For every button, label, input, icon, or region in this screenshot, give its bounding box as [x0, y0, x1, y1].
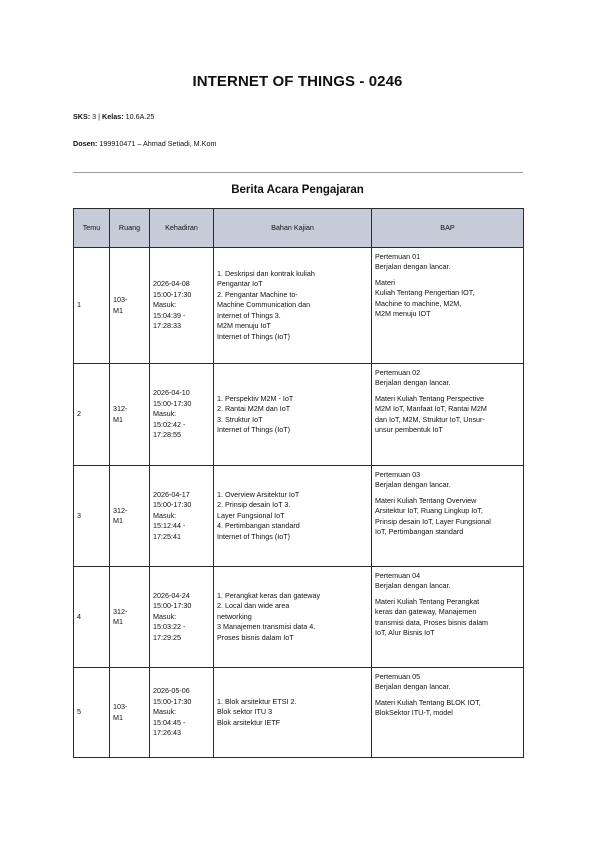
bahan-line: 2. Rantai M2M dan IoT — [217, 404, 291, 414]
bap-line: Prinsip desain IoT, Layer Fungsional — [375, 516, 491, 526]
bap-line: Materi Kuliah Tentang BLOK IOT, — [375, 697, 481, 707]
ruang-line: 103- — [113, 702, 128, 712]
bahan-line: Blok arsitektur IETF — [217, 717, 281, 727]
cell-ruang — [110, 466, 150, 567]
kelas-label: Kelas: — [102, 112, 124, 121]
bap-line: IoT, Alur Bisnis IoT — [375, 628, 435, 638]
cell-kehadiran — [150, 466, 214, 567]
bap-line: BlokSektor ITU-T, model — [375, 708, 453, 718]
bahan-line: 2. Local dan wide area — [217, 601, 290, 611]
table-header-row — [74, 209, 524, 248]
cell-kehadiran — [150, 248, 214, 364]
kehadiran-line: 2026-04-17 — [153, 489, 190, 499]
ruang-line: M1 — [113, 516, 123, 525]
kehadiran-line: 15:00-17:30 — [153, 500, 192, 510]
header-temu: Temu — [74, 209, 110, 248]
bap-line: Berjalan dengan lancar. — [375, 378, 451, 388]
dosen-value: 199910471 – Ahmad Setiadi, M.Kom — [97, 139, 217, 148]
bap-line: Pertemuan 03 — [375, 470, 421, 479]
kehadiran-line: 15:00-17:30 — [153, 696, 192, 706]
cell-temu: 2 — [74, 364, 110, 466]
cell-kehadiran — [150, 567, 214, 668]
bahan-line: 4. Pertimbangan standard — [217, 521, 300, 531]
kehadiran-line: Masuk: — [153, 409, 177, 419]
bap-line: Machine to machine, M2M, — [375, 298, 462, 308]
cell-bap — [372, 364, 524, 466]
bahan-line: 2. Prinsip desain IoT 3. — [217, 500, 291, 510]
class-info — [73, 112, 154, 121]
bahan-line: Internet of Things 3. — [217, 310, 281, 320]
bahan-line: Pengantar IoT — [217, 279, 263, 289]
kehadiran-line: Masuk: — [153, 300, 177, 310]
cell-bahan-kajian — [214, 248, 372, 364]
bap-line: Pertemuan 05 — [375, 672, 421, 681]
kehadiran-line: 15:04:45 - — [153, 717, 186, 727]
kehadiran-line: 17:29:25 — [153, 632, 181, 642]
divider — [73, 172, 523, 173]
ruang-line: M1 — [113, 414, 123, 424]
cell-bahan-kajian — [214, 364, 372, 466]
sks-label: SKS: — [73, 112, 91, 121]
bap-line: Pertemuan 02 — [375, 368, 421, 377]
sks-value: 3 | — [90, 112, 103, 121]
kehadiran-line: 15:00-17:30 — [153, 601, 192, 611]
bap-line: Materi — [375, 277, 395, 287]
cell-bahan-kajian — [214, 466, 372, 567]
cell-ruang — [110, 567, 150, 668]
kehadiran-line: 17:25:41 — [153, 531, 181, 541]
bap-line: Materi Kuliah Tentang Perangkat — [375, 596, 480, 606]
cell-bap — [372, 567, 524, 668]
kehadiran-line: 15:02:42 - — [153, 419, 186, 429]
table-row — [74, 567, 524, 668]
cell-ruang — [110, 668, 150, 758]
lecturer-info — [73, 139, 216, 148]
cell-temu: 4 — [74, 567, 110, 668]
bahan-line: 3. Struktur IoT — [217, 414, 263, 424]
bahan-line: 1. Blok arsitektur ETSI 2. — [217, 696, 297, 706]
cell-bap — [372, 466, 524, 567]
ruang-line: 312- — [113, 505, 128, 515]
cell-temu: 1 — [74, 248, 110, 364]
ruang-line: M1 — [113, 712, 123, 722]
bap-line: M2M menuju IOT — [375, 309, 431, 319]
bap-line: Berjalan dengan lancar. — [375, 682, 451, 692]
bahan-line: 2. Pengantar Machine to- — [217, 289, 298, 299]
bahan-line: networking — [217, 611, 252, 621]
header-bap: BAP — [372, 209, 524, 248]
kehadiran-line: 2026-04-08 — [153, 279, 190, 289]
bap-line: Arsitektur IoT, Ruang Lingkup IoT, — [375, 506, 483, 516]
bap-line: transmisi data, Proses bisnis dalam — [375, 617, 489, 627]
bap-line: Materi Kuliah Tentang Perspective — [375, 393, 484, 403]
bap-line: dan IoT, M2M, Struktur IoT, Unsur- — [375, 414, 485, 424]
bap-line: unsur pembentuk IoT — [375, 425, 443, 435]
kehadiran-line: 15:04:39 - — [153, 310, 186, 320]
page-title: INTERNET OF THINGS - 0246 — [192, 73, 403, 90]
kehadiran-line: 2026-05-06 — [153, 686, 190, 696]
table-row — [74, 248, 524, 364]
bap-line: M2M IoT, Manfaat IoT, Rantai M2M — [375, 404, 487, 414]
bahan-line: 3 Manajemen transmisi data 4. — [217, 622, 316, 632]
bap-line: Berjalan dengan lancar. — [375, 480, 451, 490]
kehadiran-line: 15:12:44 - — [153, 521, 186, 531]
bap-line: Pertemuan 04 — [375, 571, 421, 580]
bahan-line: 1. Perspektiv M2M - IoT — [217, 393, 294, 403]
bap-line: Pertemuan 01 — [375, 252, 421, 261]
header-ruang: Ruang — [110, 209, 150, 248]
cell-temu: 3 — [74, 466, 110, 567]
kehadiran-line: 2026-04-24 — [153, 590, 190, 600]
cell-bap — [372, 248, 524, 364]
cell-kehadiran — [150, 364, 214, 466]
bahan-line: Proses bisnis dalam IoT — [217, 632, 294, 642]
bahan-line: 1. Perangkat keras dan gateway — [217, 590, 321, 600]
cell-bap — [372, 668, 524, 758]
bahan-line: Blok sektor ITU 3 — [217, 707, 273, 717]
ruang-line: M1 — [113, 305, 123, 315]
kehadiran-line: 2026-04-10 — [153, 388, 190, 398]
ruang-line: M1 — [113, 617, 123, 626]
cell-bahan-kajian — [214, 668, 372, 758]
kelas-value: 10.6A.25 — [123, 112, 155, 121]
table-row — [74, 668, 524, 758]
table-row — [74, 364, 524, 466]
cell-ruang — [110, 364, 150, 466]
bap-line: keras dan gateway, Manajemen — [375, 607, 477, 617]
bahan-line: Internet of Things (IoT) — [217, 331, 290, 341]
bap-line: Berjalan dengan lancar. — [375, 262, 451, 272]
kehadiran-line: Masuk: — [153, 707, 177, 717]
ruang-line: 103- — [113, 295, 128, 305]
cell-ruang — [110, 248, 150, 364]
bahan-line: 1. Deskripsi dan kontrak kuliah — [217, 269, 315, 279]
kehadiran-line: 15:03:22 - — [153, 622, 186, 632]
bahan-line: Internet of Things (IoT) — [217, 424, 290, 434]
section-title: Berita Acara Pengajaran — [231, 184, 364, 196]
header-kehadiran: Kehadiran — [150, 209, 214, 248]
bap-line: Materi Kuliah Tentang Overview — [375, 495, 477, 505]
bahan-line: Internet of Things (IoT) — [217, 531, 290, 541]
bahan-line: M2M menuju IoT — [217, 321, 271, 331]
bap-line: Berjalan dengan lancar. — [375, 581, 451, 591]
cell-bahan-kajian — [214, 567, 372, 668]
kehadiran-line: 17:26:43 — [153, 728, 181, 738]
kehadiran-line: 17:28:55 — [153, 430, 181, 440]
ruang-line: 312- — [113, 606, 128, 616]
cell-kehadiran — [150, 668, 214, 758]
table-row — [74, 466, 524, 567]
kehadiran-line: 15:00-17:30 — [153, 289, 192, 299]
ruang-line: 312- — [113, 404, 128, 414]
kehadiran-line: 17:28:33 — [153, 321, 181, 331]
teaching-record-table — [73, 208, 524, 758]
bap-line: Kuliah Tentang Pengertian IOT, — [375, 288, 475, 298]
bap-line: IoT, Pertimbangan standard — [375, 527, 464, 537]
bahan-line: Machine Communication dan — [217, 300, 311, 310]
bahan-line: 1. Overview Arsitektur IoT — [217, 489, 300, 499]
header-bahan-kajian: Bahan Kajian — [214, 209, 372, 248]
kehadiran-line: 15:00-17:30 — [153, 398, 192, 408]
kehadiran-line: Masuk: — [153, 510, 177, 520]
bahan-line: Layer Fungsional IoT — [217, 510, 285, 520]
cell-temu: 5 — [74, 668, 110, 758]
dosen-label: Dosen: — [73, 139, 98, 148]
kehadiran-line: Masuk: — [153, 611, 177, 621]
